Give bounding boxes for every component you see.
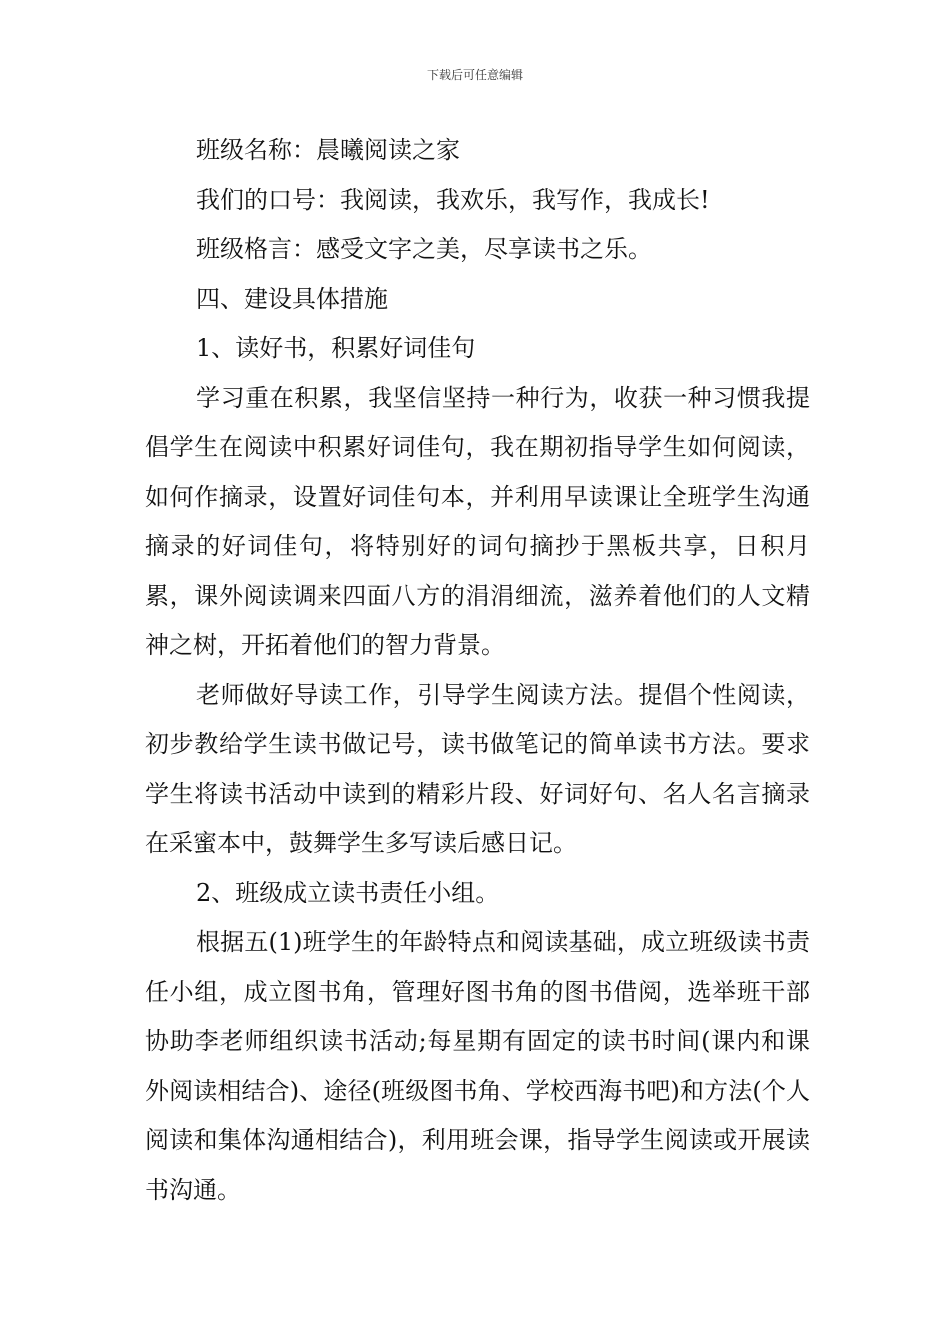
document-body (145, 126, 810, 1215)
section-heading: 四、建设具体措施 (196, 284, 388, 313)
item2-heading: 2、班级成立读书责任小组。 (196, 878, 500, 907)
slogan-line: 我们的口号：我阅读，我欢乐，我写作，我成长! (196, 185, 710, 214)
motto-line: 班级格言：感受文字之美，尽享读书之乐。 (196, 235, 652, 263)
class-name-line: 班级名称：晨曦阅读之家 (196, 136, 460, 164)
page-header-note: 下载后可任意编辑 (426, 68, 523, 82)
paragraph-3: 根据五(1)班学生的年龄特点和阅读基础，成立班级读书责任小组，成立图书角，管理好图书角的图书借阅，选举班干部协助李老师组织读书活动;每星期有固定的读书时间(课内和课外阅读相结合)、途径(班级图书角、学校西海书吧)和方法(个人阅读和集体沟通相结合)，利用班会课，指导学生阅读或开展读书沟通。 (145, 928, 810, 1204)
paragraph-1: 学习重在积累，我坚信坚持一种行为，收获一种习惯我提倡学生在阅读中积累好词佳句，我在期初指导学生如何阅读，如何作摘录，设置好词佳句本，并利用早读课让全班学生沟通摘录的好词佳句，将特别好的词句摘抄于黑板共享，日积月累，课外阅读调来四面八方的涓涓细流，滋养着他们的人文精神之树，开拓着他们的智力背景。 (145, 383, 810, 659)
item1-heading: 1、读好书，积累好词佳句 (196, 334, 476, 362)
paragraph-2: 老师做好导读工作，引导学生阅读方法。提倡个性阅读，初步教给学生读书做记号，读书做笔记的简单读书方法。要求学生将读书活动中读到的精彩片段、好词好句、名人名言摘录在采蜜本中，鼓舞学生多写读后感日记。 (145, 680, 810, 857)
